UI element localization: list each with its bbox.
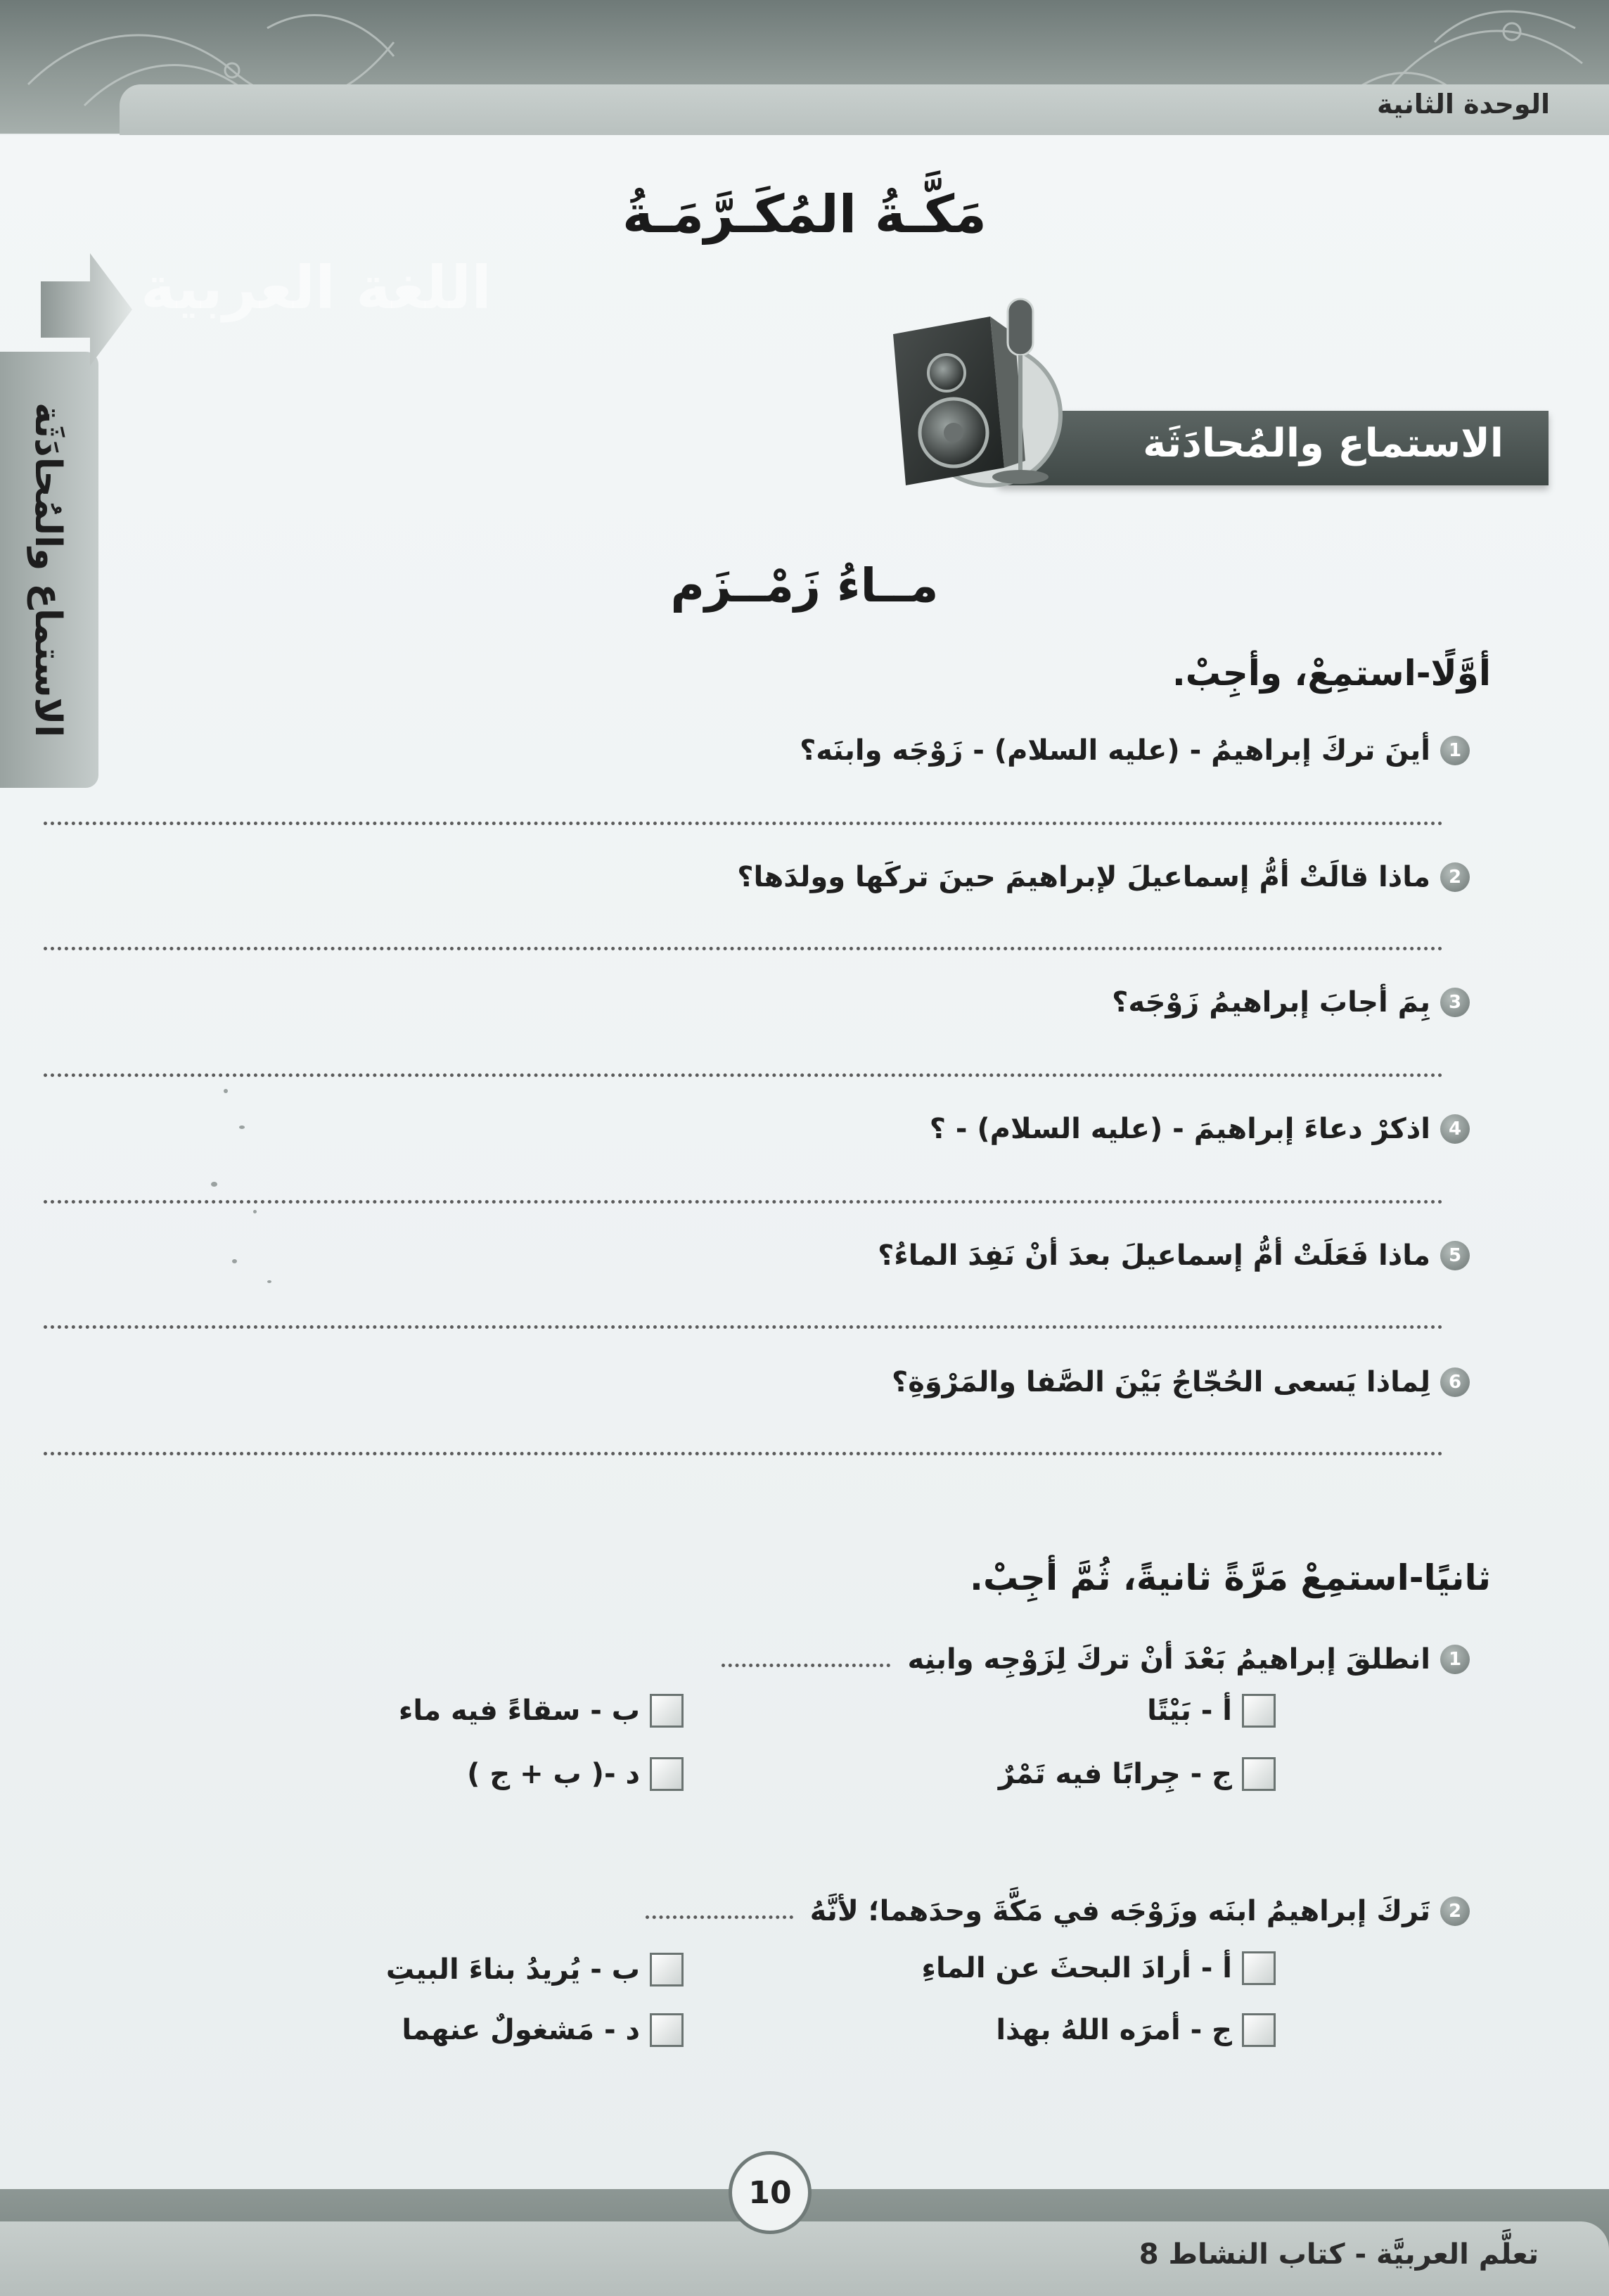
lesson-title: مــاءُ زَمْــزَم: [670, 559, 939, 613]
option-label: د -( ب + ج ): [467, 1758, 640, 1790]
question-number: 5: [1440, 1241, 1470, 1270]
part1-heading: أوَّلًا-استمِعْ، وأجِبْ.: [1172, 653, 1491, 694]
option-label: د - مَشغولٌ عنهما: [402, 2014, 640, 2046]
arrow-right-icon: [41, 253, 132, 366]
question-number: 4: [1440, 1114, 1470, 1144]
option-c[interactable]: [996, 2013, 1276, 2047]
option-d[interactable]: [402, 2013, 684, 2047]
page-title: مَكَّـةُ المُكَـرَّمَـةُ: [622, 184, 987, 245]
question-text: ماذا فَعَلَتْ أمُّ إسماعيلَ بعدَ أنْ نَفِدَ الماءُ؟: [878, 1239, 1430, 1272]
question-text: تَركَ إبراهيمُ ابنَه وزَوْجَه في مَكَّةَ وحدَهما؛ لأنَّهُ: [809, 1895, 1430, 1927]
question-text: بِمَ أجابَ إبراهيمُ زَوْجَه؟: [1112, 986, 1430, 1019]
paper-speck: [224, 1089, 228, 1093]
question-number: 2: [1440, 1896, 1470, 1926]
checkbox[interactable]: [650, 1953, 684, 1986]
watermark-text: اللغة العربية: [141, 253, 492, 322]
option-c[interactable]: [999, 1757, 1276, 1791]
option-d[interactable]: [467, 1757, 684, 1791]
checkbox[interactable]: [1242, 1694, 1276, 1728]
question-text: اذكرْ دعاءَ إبراهيمَ - (عليه السلام) - ؟: [929, 1113, 1430, 1145]
checkbox[interactable]: [650, 2013, 684, 2047]
answer-line[interactable]: [44, 947, 1443, 950]
option-label: ب - يُريدُ بناءَ البيتِ: [385, 1953, 640, 1986]
question-number: 3: [1440, 988, 1470, 1017]
book-title: تعلَّم العربيَّة - كتاب النشاط 8: [1139, 2238, 1539, 2271]
side-tab-label: الاستماع والمُحادَثَة: [27, 402, 69, 738]
answer-line[interactable]: [44, 1325, 1443, 1329]
mcq-question-row: [134, 1643, 1470, 1676]
blank-line[interactable]: [646, 1915, 793, 1919]
answer-line[interactable]: [44, 1073, 1443, 1077]
question-row: [134, 1239, 1470, 1272]
question-row: [134, 986, 1470, 1019]
option-label: أ - بَيْتًا: [1147, 1695, 1232, 1727]
option-a[interactable]: [1147, 1694, 1276, 1728]
paper-speck: [232, 1259, 237, 1263]
section-title: الاستماع والمُحادَثَة: [1143, 421, 1504, 466]
checkbox[interactable]: [1242, 1951, 1276, 1985]
option-label: ج - أمرَه اللهُ بهذا: [996, 2014, 1232, 2046]
question-number: 2: [1440, 862, 1470, 892]
question-row: [134, 861, 1470, 893]
question-text: انطلقَ إبراهيمُ بَعْدَ أنْ تركَ لِزَوْجِه وابنِه: [907, 1643, 1430, 1676]
answer-line[interactable]: [44, 1200, 1443, 1204]
checkbox[interactable]: [1242, 2013, 1276, 2047]
unit-label: الوحدة الثانية: [1376, 89, 1550, 120]
question-text: ماذا قالَتْ أمُّ إسماعيلَ لإبراهيمَ حينَ تركَها وولدَها؟: [737, 861, 1430, 893]
paper-speck: [253, 1210, 257, 1213]
answer-line[interactable]: [44, 1452, 1443, 1455]
option-a[interactable]: [922, 1951, 1276, 1985]
question-number: 6: [1440, 1367, 1470, 1397]
question-row: [134, 1366, 1470, 1398]
question-number: 1: [1440, 1645, 1470, 1674]
option-label: أ - أرادَ البحثَ عن الماءِ: [921, 1952, 1232, 1984]
question-row: [134, 1113, 1470, 1145]
checkbox[interactable]: [650, 1757, 684, 1791]
part2-heading: ثانيًا-استمِعْ مَرَّةً ثانيةً، ثُمَّ أجِبْ.: [970, 1557, 1491, 1598]
option-b[interactable]: [386, 1953, 684, 1986]
question-text: لِماذا يَسعى الحُجّاجُ بَيْنَ الصَّفا والمَرْوَةِ؟: [892, 1366, 1430, 1398]
paper-speck: [239, 1125, 245, 1129]
question-row: [134, 734, 1470, 767]
paper-speck: [267, 1280, 271, 1283]
option-label: ج - جِرابًا فيه تَمْرٌ: [998, 1758, 1232, 1790]
blank-line[interactable]: [722, 1664, 890, 1667]
option-label: ب - سقاءً فيه ماء: [398, 1695, 640, 1727]
answer-line[interactable]: [44, 822, 1443, 825]
speaker-microphone-icon: [885, 295, 1068, 499]
page-number: 10: [729, 2151, 812, 2234]
option-b[interactable]: [399, 1694, 684, 1728]
checkbox[interactable]: [1242, 1757, 1276, 1791]
mcq-question-row: [134, 1895, 1470, 1927]
paper-speck: [211, 1182, 217, 1187]
checkbox[interactable]: [650, 1694, 684, 1728]
question-number: 1: [1440, 736, 1470, 765]
question-text: أينَ تركَ إبراهيمُ - (عليه السلام) - زَوْجَه وابنَه؟: [800, 734, 1430, 767]
